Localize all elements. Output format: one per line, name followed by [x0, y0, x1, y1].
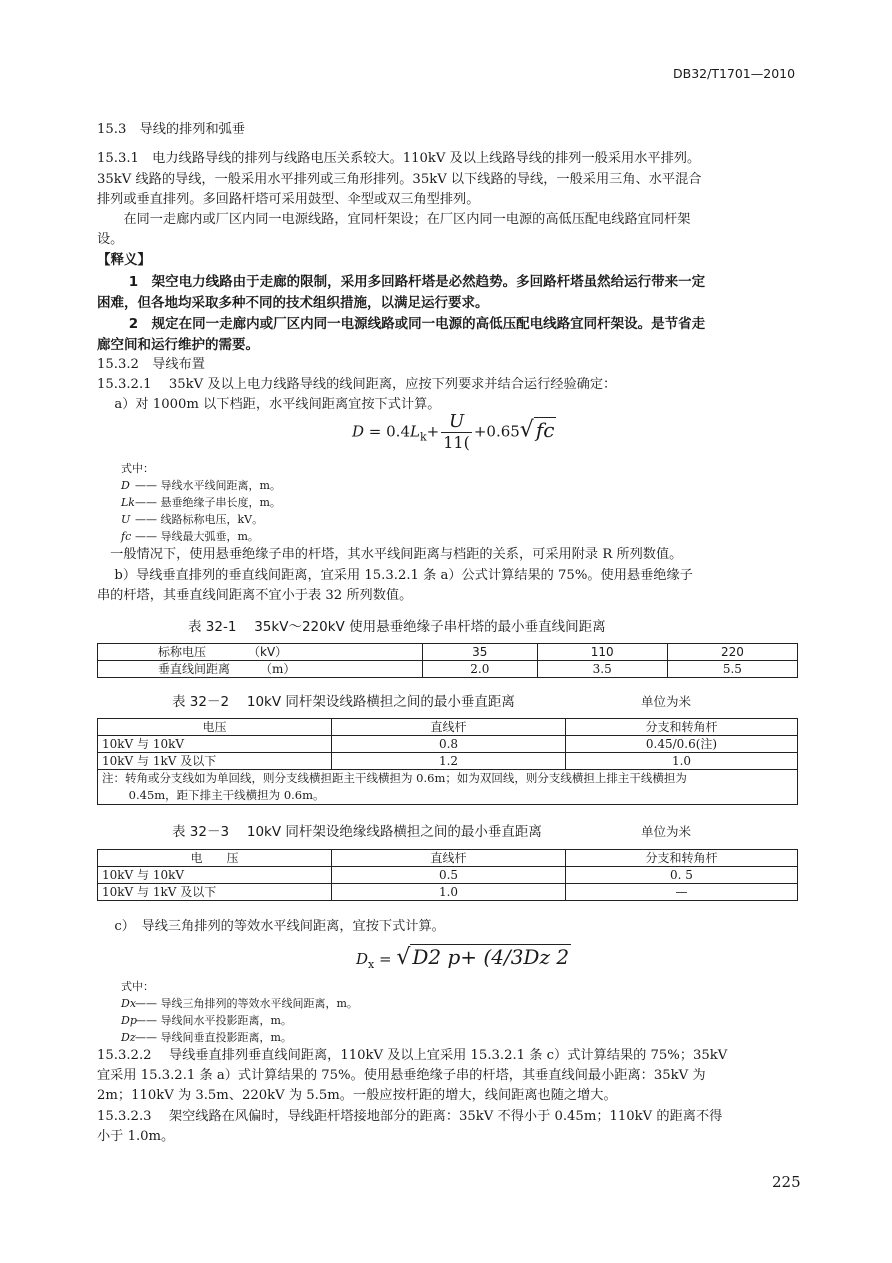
- definition-symbol: U: [121, 513, 131, 526]
- explanation-label: 【释义】: [97, 252, 151, 268]
- table-cell: —: [566, 884, 798, 901]
- page-number: 225: [772, 1173, 801, 1191]
- table-header-cell: 分支和转角杆: [566, 719, 798, 736]
- table-note-row: [98, 770, 798, 805]
- definition-item: [121, 1029, 292, 1045]
- text-line: b）导线垂直排列的垂直线间距离，宜采用 15.3.2.1 条 a）公式计算结果的 75%。使用悬垂绝缘子: [97, 568, 693, 583]
- table-row: [98, 753, 798, 770]
- formula-symbol: L: [410, 422, 420, 441]
- formula-text: =: [374, 950, 397, 968]
- note-line: 0.45m，距下排主干线横担为 0.6m。: [102, 788, 325, 802]
- formula-symbol: D: [356, 950, 369, 968]
- table-32-3-caption: 表 32－3 10kV 同杆架设绝缘线路横担之间的最小垂直距离: [172, 824, 542, 840]
- text-line: 2 规定在同一走廊内或厂区内同一电源线路或同一电源的高低压配电线路宜同杆架设。是节省走: [97, 316, 706, 332]
- table-cell: 1.0: [332, 884, 566, 901]
- table-cell: 10kV 与 1kV 及以下: [98, 884, 332, 901]
- table-header-cell: 电压: [98, 719, 332, 736]
- table-cell: 3.5: [537, 661, 667, 678]
- formula-text: +: [426, 422, 440, 441]
- definition-item: [121, 995, 358, 1011]
- table-header-cell: 直线杆: [332, 719, 566, 736]
- formula-line-spacing: [352, 412, 556, 453]
- text-line: 串的杆塔，其垂直线间距离不宜小于表 32 所列数值。: [97, 588, 413, 603]
- text-line: 1 架空电力线路由于走廊的限制，采用多回路杆塔是必然趋势。多回路杆塔虽然给运行带来一定: [97, 274, 706, 290]
- text-line: 设。: [97, 232, 124, 247]
- table-cell: 1.2: [332, 753, 566, 770]
- sqrt-sign: √: [519, 417, 534, 443]
- definition-symbol: Dp: [121, 1014, 137, 1027]
- table-cell: 10kV 与 10kV: [98, 736, 332, 753]
- table-header-row: [98, 644, 798, 661]
- table-header-row: [98, 850, 798, 867]
- definition-text: —— 线路标称电压，kV。: [135, 513, 264, 526]
- definition-item: [121, 477, 281, 493]
- section-heading-15-3: 15.3 导线的排列和弧垂: [97, 122, 246, 137]
- definition-text: —— 导线间水平投影距离，m。: [135, 1014, 292, 1027]
- formula-fraction: [441, 412, 472, 453]
- table-header-cell: 标称电压 （kV）: [98, 644, 423, 661]
- table-header-cell: 220: [667, 644, 797, 661]
- formula-text: +0.65: [473, 422, 520, 441]
- table-cell: 10kV 与 1kV 及以下: [98, 753, 332, 770]
- definition-item: [121, 494, 281, 510]
- table-cell: 0.45/0.6(注): [566, 736, 798, 753]
- paragraph-general: 一般情况下，使用悬垂绝缘子串的杆塔，其水平线间距离与档距的关系，可采用附录 R 所列数值。: [97, 547, 683, 562]
- text-line: 排列或垂直排列。多回路杆塔可采用鼓型、伞型或双三角型排列。: [97, 192, 480, 207]
- text-line: 35kV 线路的导线，一般采用水平排列或三角形排列。35kV 以下线路的导线，一般采用三角、水平混合: [97, 172, 702, 187]
- table-cell: 0.5: [332, 867, 566, 884]
- definition-text: —— 导线三角排列的等效水平线间距离，m。: [135, 997, 358, 1010]
- table-header-cell: 35: [423, 644, 538, 661]
- table-32-2: [97, 718, 798, 805]
- table-note: [98, 770, 798, 805]
- sqrt-sign: √: [396, 945, 411, 970]
- definition-text: —— 导线最大弧垂，m。: [135, 530, 259, 543]
- table-header-cell: 电 压: [98, 850, 332, 867]
- text-line: 15.3.2.2 导线垂直排列垂直线间距离，110kV 及以上宜采用 15.3.2.1 条 c）式计算结果的 75%；35kV: [97, 1048, 728, 1063]
- table-cell: 0.8: [332, 736, 566, 753]
- formula-symbol: D: [352, 422, 365, 441]
- text-line: 2m；110kV 为 3.5m、220kV 为 5.5m。一般应按杆距的增大，线间距离也随之增大。: [97, 1088, 617, 1103]
- table-row: [98, 736, 798, 753]
- formula-radicand: fc: [535, 417, 555, 442]
- text-line: 15.3.2.3 架空线路在风偏时，导线距杆塔接地部分的距离：35kV 不得小于 0.45m；110kV 的距离不得: [97, 1109, 723, 1124]
- table-cell: 0. 5: [566, 867, 798, 884]
- table-header-cell: 直线杆: [332, 850, 566, 867]
- formula-subscript: k: [419, 430, 427, 444]
- definition-symbol: D: [121, 479, 130, 492]
- definition-symbol: Lk: [121, 496, 135, 509]
- definition-symbol: Dx: [121, 997, 137, 1010]
- definition-item: [121, 511, 263, 527]
- text-line: 15.3.1 电力线路导线的排列与线路电压关系较大。110kV 及以上线路导线的排列一般采用水平排列。: [97, 151, 701, 166]
- paragraph-15-3-2-1: 15.3.2.1 35kV 及以上电力线路导线的线间距离，应按下列要求并结合运行经验确定：: [97, 377, 617, 392]
- note-line: 注：转角或分支线如为单回线，则分支线横担距主干线横担为 0.6m；如为双回线，则分支线横担上排主干线横担为: [102, 771, 687, 785]
- item-a: a）对 1000m 以下档距，水平线间距离宜按下式计算。: [97, 397, 441, 412]
- formula-text: = 0.4: [364, 422, 410, 441]
- table-cell: 10kV 与 10kV: [98, 867, 332, 884]
- formula-equivalent-spacing: [356, 944, 571, 971]
- definition-symbol: Dz: [121, 1031, 136, 1044]
- definition-item: [121, 1012, 292, 1028]
- table-32-2-caption: 表 32－2 10kV 同杆架设线路横担之间的最小垂直距离: [172, 694, 515, 710]
- table-32-1: [97, 643, 798, 678]
- definition-text: —— 导线间垂直投影距离，m。: [135, 1031, 292, 1044]
- table-32-3-unit: 单位为米: [641, 824, 692, 839]
- table-row: [98, 867, 798, 884]
- text-line: 小于 1.0m。: [97, 1129, 175, 1144]
- table-cell: 5.5: [667, 661, 797, 678]
- table-32-2-unit: 单位为米: [641, 694, 692, 709]
- section-heading-15-3-2: 15.3.2 导线布置: [97, 357, 205, 372]
- table-header-cell: 分支和转角杆: [566, 850, 798, 867]
- text-line: 宜采用 15.3.2.1 条 a）式计算结果的 75%。使用悬垂绝缘子串的杆塔，其垂直线间最小距离：35kV 为: [97, 1068, 706, 1083]
- fraction-numerator: U: [441, 412, 472, 433]
- table-cell: 1.0: [566, 753, 798, 770]
- formula-radicand: D2 p+ (4/3Dz 2: [412, 945, 570, 969]
- text-line: 廊空间和运行维护的需要。: [97, 337, 259, 353]
- table-row: [98, 884, 798, 901]
- definition-symbol: fc: [121, 530, 132, 543]
- table-header-cell: 110: [537, 644, 667, 661]
- text-line: 在同一走廊内或厂区内同一电源线路，宜同杆架设；在厂区内同一电源的高低压配电线路宜同杆架: [97, 212, 691, 227]
- document-code: DB32/T1701—2010: [673, 66, 796, 81]
- definition-item: [121, 528, 259, 544]
- definition-text: —— 悬垂绝缘子串长度，m。: [135, 496, 281, 509]
- definition-text: —— 导线水平线间距离，m。: [135, 479, 281, 492]
- text-line: 困难，但各地均采取多种不同的技术组织措施，以满足运行要求。: [97, 295, 489, 311]
- definitions-label: 式中：: [121, 462, 154, 475]
- table-cell: 2.0: [423, 661, 538, 678]
- table-32-3: [97, 849, 798, 901]
- formula-subscript: x: [368, 958, 375, 971]
- table-row: [98, 661, 798, 678]
- table-32-1-caption: 表 32-1 35kV～220kV 使用悬垂绝缘子串杆塔的最小垂直线间距离: [188, 619, 606, 635]
- definitions-label: 式中：: [121, 980, 154, 993]
- item-c: c） 导线三角排列的等效水平线间距离，宜按下式计算。: [97, 919, 445, 934]
- table-cell: 垂直线间距离 （m）: [98, 661, 423, 678]
- fraction-denominator: 11(: [443, 433, 470, 452]
- table-header-row: [98, 719, 798, 736]
